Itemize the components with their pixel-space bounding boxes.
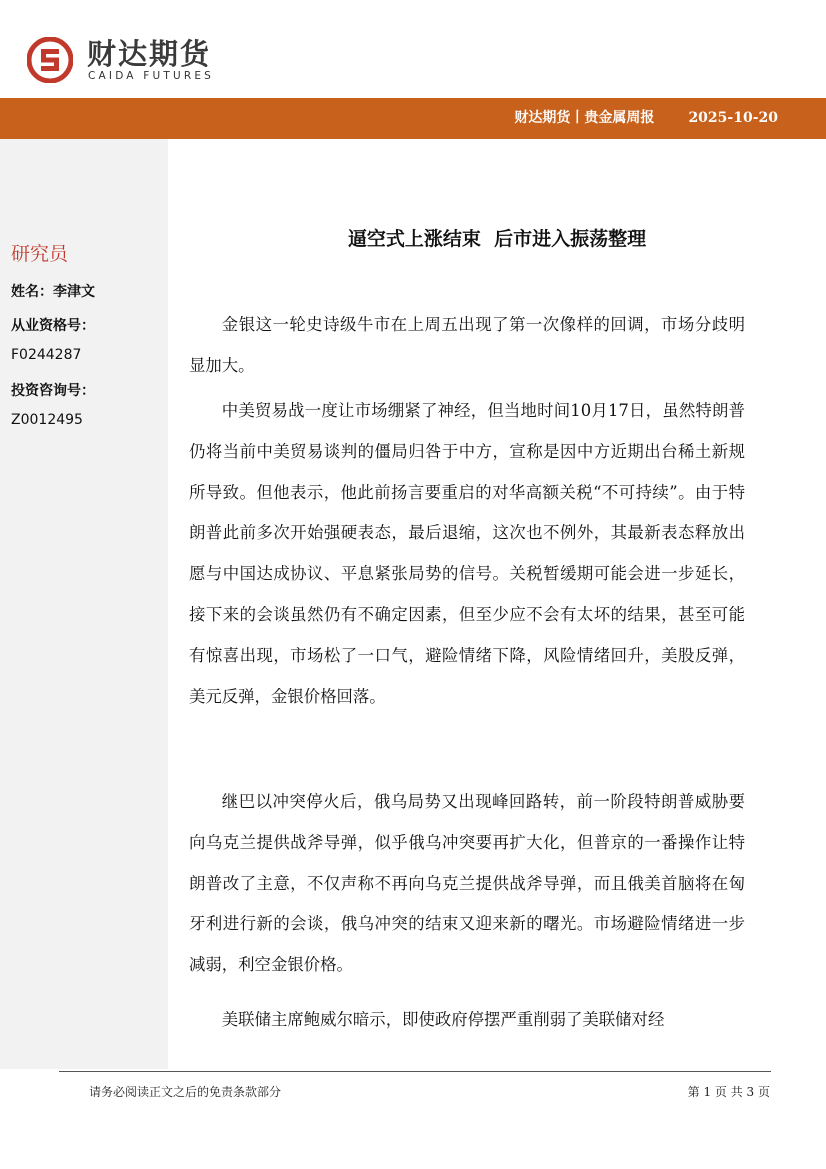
article-paragraph: 中美贸易战一度让市场绷紧了神经，但当地时间10月17日，虽然特朗普仍将当前中美贸易谈判的僵局归咎于中方，宣称是因中方近期出台稀土新规所导致。但他表示，他此前扬言要重启的对华高额关税“不可持续”。由于特朗普此前多次开始强硬表态，最后退缩，这次也不例外，其最新表态释放出愿与中国达成协议、平息紧张局势的信号。关税暂缓期可能会进一步延长，接下来的会谈虽然仍有不确定因素，但至少应不会有太坏的结果，甚至可能有惊喜出现，市场松了一口气，避险情绪下降，风险情绪回升，美股反弹，美元反弹，金银价格回落。	[189, 401, 745, 706]
article-paragraph: 继巴以冲突停火后，俄乌局势又出现峰回路转，前一阶段特朗普威胁要向乌克兰提供战斧导弹，似乎俄乌冲突要再扩大化，但普京的一番操作让特朗普改了主意，不仅声称不再向乌克兰提供战斧导弹，而且俄美首脑将在匈牙利进行新的会谈，俄乌冲突的结束又迎来新的曙光。市场避险情绪进一步减弱，利空金银价格。	[189, 792, 745, 975]
article-paragraph: 美联储主席鲍威尔暗示，即使政府停摆严重削弱了美联储对经	[221, 1010, 665, 1029]
report-series-title: 财达期货丨贵金属周报	[514, 110, 655, 126]
footer-disclaimer: 请务必阅读正文之后的免责条款部分	[89, 1085, 282, 1099]
caida-logo-icon	[27, 37, 73, 83]
license-number: F0244287	[11, 347, 82, 363]
researcher-name: 姓名：李津文	[11, 284, 95, 300]
researcher-sidebar	[0, 139, 168, 1069]
article-paragraph: 金银这一轮史诗级牛市在上周五出现了第一次像样的回调，市场分歧明显加大。	[189, 315, 745, 375]
consult-label: 投资咨询号：	[11, 383, 95, 399]
consult-number: Z0012495	[11, 412, 83, 428]
license-label: 从业资格号：	[11, 318, 95, 334]
page-number: 第 1 页 共 3 页	[687, 1085, 770, 1099]
header-band-text	[514, 98, 778, 139]
header-band	[0, 98, 826, 139]
researcher-heading: 研究员	[11, 243, 69, 265]
company-logo	[27, 37, 217, 87]
logo-chinese-name: 财达期货	[87, 37, 212, 71]
footer-divider	[59, 1071, 771, 1072]
report-date: 2025-10-20	[688, 110, 778, 126]
article-title: 逼空式上涨结束 后市进入振荡整理	[347, 228, 647, 250]
logo-english-name: CAIDA FUTURES	[88, 70, 215, 82]
